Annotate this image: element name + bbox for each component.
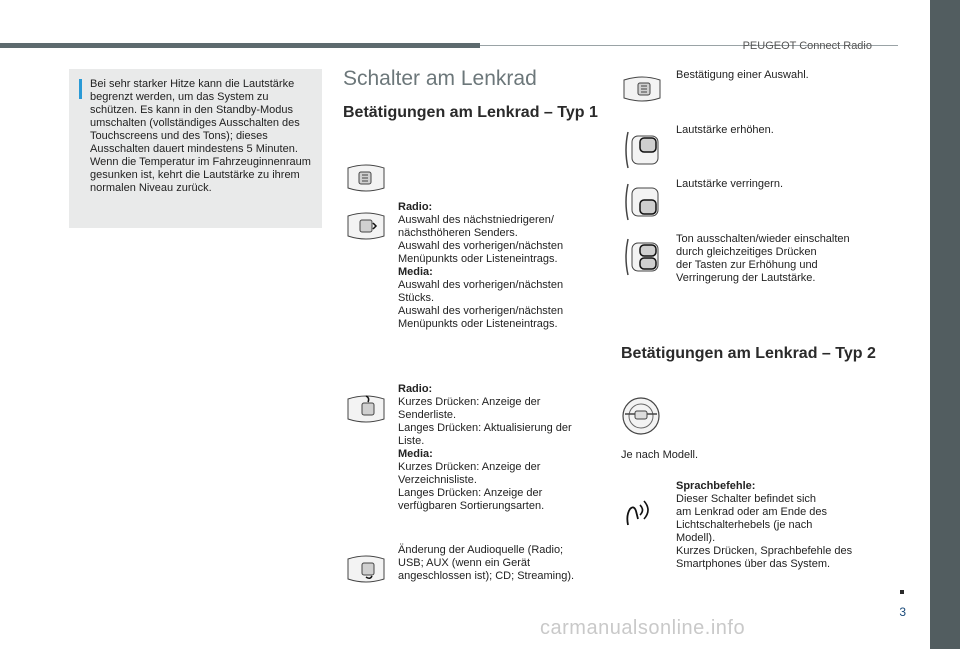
page-number: 3 [899,605,906,619]
text-line: Kurzes Drücken, Sprachbefehle des [676,545,853,557]
steering-wheel-icon [620,396,662,436]
page-marker [900,590,904,594]
running-header: PEUGEOT Connect Radio [742,40,872,52]
text-line: Kurzes Drücken: Anzeige der [398,461,541,473]
volume-down-control-icon [620,180,664,224]
text-line: Verzeichnisliste. [398,474,477,486]
text-line: Änderung der Audioquelle (Radio; [398,544,564,556]
steering-control-overview-icon [342,162,390,194]
model-note: Je nach Modell. [621,449,699,461]
source-control-icon [342,553,390,585]
section-title: Schalter am Lenkrad [343,67,537,90]
volume-down-description: Lautstärke verringern. [676,178,783,190]
text-line: Smartphones über das System. [676,558,831,570]
volume-up-control-icon [620,128,664,172]
text-line: Langes Drücken: Aktualisierung der [398,422,572,434]
side-band [930,0,960,649]
mute-control-icon [620,235,664,279]
heading-type2: Betätigungen am Lenkrad – Typ 2 [621,345,876,362]
text-line: verfügbaren Sortierungsarten. [398,500,545,512]
list-control-icon [342,393,390,425]
text-line: Modell). [676,532,716,544]
info-note [69,69,322,228]
mute-description [676,233,876,285]
voice-command-icon [622,495,656,529]
text-line: angeschlossen ist); CD; Streaming). [398,570,575,582]
text-line: Ton ausschalten/wieder einschalten [676,233,850,245]
confirm-control-icon [620,74,664,104]
media-label: Media: [398,448,433,460]
watermark: carmanualsonline.info [540,617,746,639]
text-line: Menüpunkts oder Listeneintrags. [398,318,558,330]
source-description [398,544,598,583]
header-rule-thick [0,43,480,48]
seek-control-icon [342,210,390,242]
text-line: nächsthöheren Senders. [398,227,518,239]
text-line: der Tasten zur Erhöhung und [676,259,818,271]
text-line: Senderliste. [398,409,457,421]
text-line: Langes Drücken: Anzeige der [398,487,543,499]
volume-up-description: Lautstärke erhöhen. [676,124,774,136]
text-line: Menüpunkts oder Listeneintrags. [398,253,558,265]
info-icon [79,79,82,99]
media-label: Media: [398,266,433,278]
text-line: Auswahl des vorherigen/nächsten [398,240,564,252]
voice-command-description [676,480,876,571]
heading-type1: Betätigungen am Lenkrad – Typ 1 [343,104,598,121]
text-line: Auswahl des vorherigen/nächsten [398,279,564,291]
text-line: Liste. [398,435,425,447]
text-line: Auswahl des nächstniedrigeren/ [398,214,554,226]
text-line: Kurzes Drücken: Anzeige der [398,396,541,408]
text-line: Lichtschalterhebels (je nach [676,519,813,531]
confirm-description: Bestätigung einer Auswahl. [676,69,809,81]
radio-label: Radio: [398,383,433,395]
info-note-text: Bei sehr starker Hitze kann die Lautstärke begrenzt werden, um das System zu schützen. Es kann in den Standby-Modus umschalten (vollständiges Ausschalten des Touchscreens und des Tons); dieses Ausschalten dauert mindestens 5 Minuten. Wenn die Temperatur im Fahrzeuginnenraum gesunken ist, kehrt die Lautstärke zu ihrem normalen Niveau zurück. [90,78,311,194]
text-line: durch gleichzeitiges Drücken [676,246,817,258]
text-line: Verringerung der Lautstärke. [676,272,816,284]
text-line: Dieser Schalter befindet sich [676,493,817,505]
list-description [398,383,598,513]
radio-label: Radio: [398,201,433,213]
seek-description [398,201,598,331]
text-line: am Lenkrad oder am Ende des [676,506,828,518]
voice-command-label: Sprachbefehle: [676,480,756,492]
text-line: USB; AUX (wenn ein Gerät [398,557,531,569]
text-line: Auswahl des vorherigen/nächsten [398,305,564,317]
text-line: Stücks. [398,292,435,304]
